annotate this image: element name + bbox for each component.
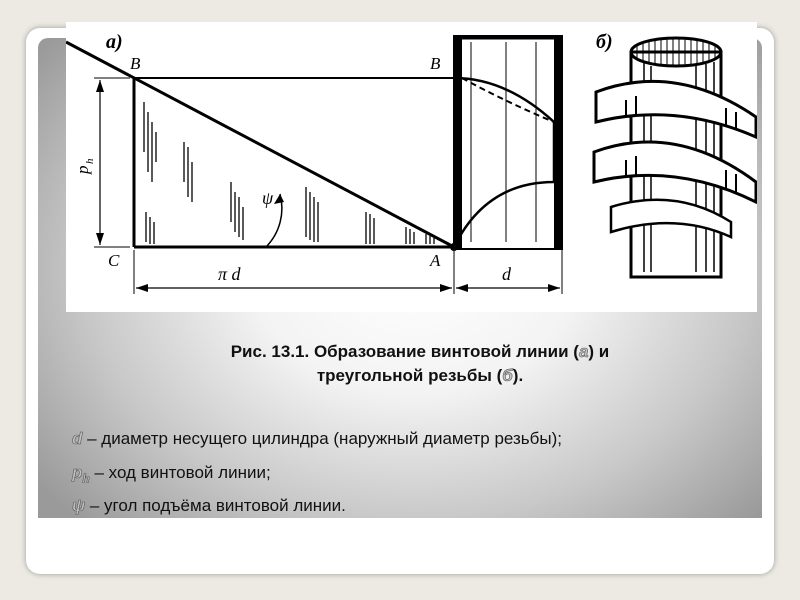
legend-item-d <box>72 422 752 455</box>
helix-diagram <box>66 22 757 312</box>
caption-line-2: треугольной резьбы (б). <box>316 366 524 385</box>
legend-text: – угол подъёма винтовой линии. <box>85 496 346 515</box>
legend-item-psi <box>72 489 752 522</box>
pitch-dimension <box>94 78 130 247</box>
dimension-d-label: d <box>502 264 511 284</box>
dimension-pi-d-label: π d <box>218 264 241 284</box>
point-a-label: A <box>430 251 441 270</box>
symbol-legend <box>72 422 752 522</box>
caption-symbol-a: а <box>578 342 589 361</box>
dimension-ph-label: p <box>73 165 92 174</box>
helix-figure <box>66 22 757 312</box>
legend-symbol: d <box>72 429 83 448</box>
content-band-lower <box>38 518 762 564</box>
figure-caption <box>120 340 720 388</box>
legend-text: – ход винтовой линии; <box>89 463 271 482</box>
cylinder-drawing <box>450 36 562 251</box>
caption-symbol-b: б <box>502 366 513 385</box>
panel-a-label: а) <box>106 31 123 53</box>
development-triangle <box>66 42 454 247</box>
bottom-dimensions <box>134 250 562 294</box>
thread-drawing <box>594 38 756 277</box>
legend-item-ph <box>72 456 752 489</box>
legend-text: – диаметр несущего цилиндра (наружный диаметр резьбы); <box>82 429 562 448</box>
caption-line-1: Рис. 13.1. Образование винтовой линии (а) и <box>230 342 610 361</box>
legend-symbol: ψ <box>72 496 86 515</box>
panel-b-label: б) <box>596 31 613 53</box>
point-c-label: C <box>108 251 120 270</box>
legend-symbol: p <box>72 463 83 482</box>
dimension-ph-subscript: h <box>84 158 96 164</box>
angle-psi-label: ψ <box>262 188 274 208</box>
legend-subscript: h <box>82 471 90 486</box>
point-b-right-label: B <box>430 54 441 73</box>
point-b-left-label: B <box>130 54 141 73</box>
